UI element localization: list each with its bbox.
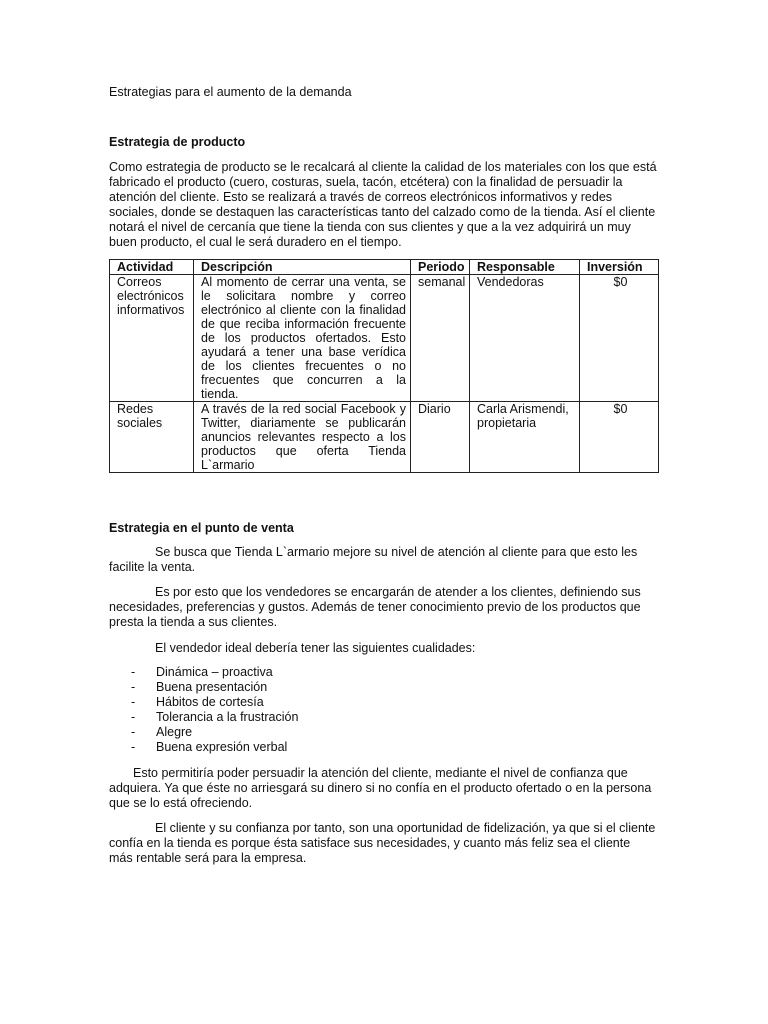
cell-inversion: $0 xyxy=(580,275,659,402)
list-item xyxy=(109,665,298,680)
strategy-table xyxy=(109,259,659,473)
list-item xyxy=(109,680,298,695)
document-title: Estrategias para el aumento de la demanda xyxy=(109,85,352,99)
bullet-marker: - xyxy=(131,725,136,739)
bullet-marker: - xyxy=(131,665,136,679)
table-row xyxy=(110,402,659,473)
qualities-list xyxy=(109,665,298,755)
header-periodo: Periodo xyxy=(411,260,470,275)
list-item-text: Tolerancia a la frustración xyxy=(156,710,299,724)
list-item-text: Hábitos de cortesía xyxy=(156,695,264,709)
pos-paragraph-4: Esto permitiría poder persuadir la atención del cliente, mediante el nivel de confianza que adquiera. Ya que éste no arriesgará su dinero si no confía en el producto ofertado o en la persona que se lo está ofreciendo. xyxy=(109,766,652,810)
bullet-marker: - xyxy=(131,695,136,709)
pos-paragraph-1: Se busca que Tienda L`armario mejore su nivel de atención al cliente para que esto les facilite la venta. xyxy=(109,545,638,574)
bullet-marker: - xyxy=(131,680,136,694)
table-row xyxy=(110,275,659,402)
cell-periodo: semanal xyxy=(411,275,470,402)
section-heading-product: Estrategia de producto xyxy=(109,135,246,149)
header-inversion: Inversión xyxy=(580,260,659,275)
section-heading-point-of-sale: Estrategia en el punto de venta xyxy=(109,521,294,535)
bullet-marker: - xyxy=(131,710,136,724)
list-item xyxy=(109,695,298,710)
cell-descripcion: Al momento de cerrar una venta, se le solicitara nombre y correo electrónico al cliente con la finalidad de que reciba información frecuente de los productos ofertados. Esto ayudará a tener una base verídica de los clientes frecuentes o no frecuentes que concurren a la tienda. xyxy=(194,275,411,402)
cell-responsable: Carla Arismendi, propietaria xyxy=(470,402,580,473)
list-item-text: Alegre xyxy=(156,725,193,739)
list-item-text: Buena expresión verbal xyxy=(156,740,288,754)
header-actividad: Actividad xyxy=(110,260,194,275)
pos-paragraph-5: El cliente y su confianza por tanto, son una oportunidad de fidelización, ya que si el cliente confía en la tienda es porque ésta satisface sus necesidades, y cuanto más feliz sea el cliente más rentable será para la empresa. xyxy=(109,821,656,865)
product-strategy-paragraph: Como estrategia de producto se le recalcará al cliente la calidad de los materiales con los que está fabricado el producto (cuero, costuras, suela, tacón, etcétera) con la finalidad de persuadir la atención del cliente. Esto se realizará a través de correos electrónicos informativos y redes sociales, donde se destaquen las características tanto del calzado como de la tienda. Así el cliente notará el nivel de cercanía que tiene la tienda con sus clientes y que a la vez adquirirá un muy buen producto, el cual le será duradero en el tiempo. xyxy=(109,160,657,249)
list-item-text: Dinámica – proactiva xyxy=(156,665,273,679)
list-item xyxy=(109,740,298,755)
cell-responsable: Vendedoras xyxy=(470,275,580,402)
cell-actividad: Correos electrónicos informativos xyxy=(110,275,194,402)
table-header-row xyxy=(110,260,659,275)
header-responsable: Responsable xyxy=(470,260,580,275)
pos-paragraph-2: Es por esto que los vendedores se encargarán de atender a los clientes, definiendo sus necesidades, preferencias y gustos. Además de tener conocimiento previo de los productos que presta la tienda a sus clientes. xyxy=(109,585,641,629)
list-item-text: Buena presentación xyxy=(156,680,268,694)
cell-periodo: Diario xyxy=(411,402,470,473)
cell-actividad: Redes sociales xyxy=(110,402,194,473)
cell-descripcion: A través de la red social Facebook y Twitter, diariamente se publicarán anuncios relevantes respecto a los productos que oferta Tienda L`armario xyxy=(194,402,411,473)
list-item xyxy=(109,710,298,725)
list-item xyxy=(109,725,298,740)
pos-paragraph-3: El vendedor ideal debería tener las siguientes cualidades: xyxy=(155,641,476,655)
header-descripcion: Descripción xyxy=(194,260,411,275)
cell-inversion: $0 xyxy=(580,402,659,473)
bullet-marker: - xyxy=(131,740,136,754)
